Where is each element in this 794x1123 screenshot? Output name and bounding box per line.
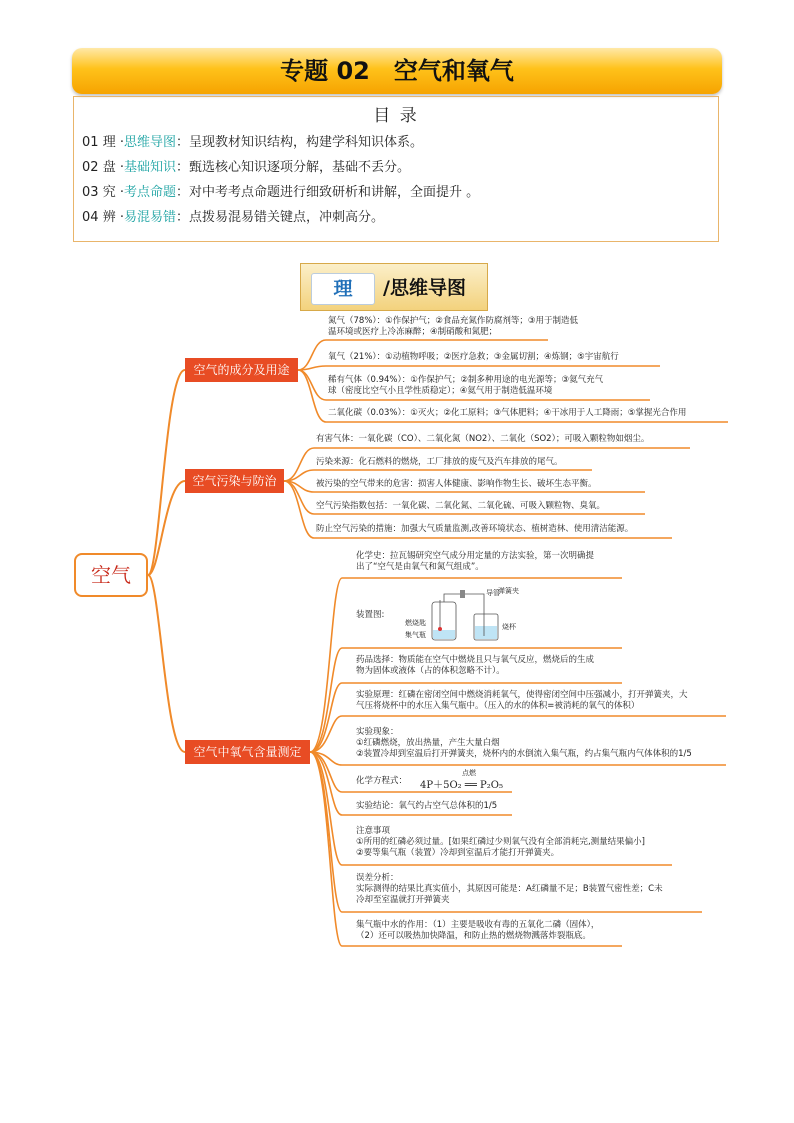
branch-pollution: 空气污染与防治: [185, 469, 284, 493]
leaf-reagent: 药品选择：物质能在空气中燃烧且只与氧气反应，燃烧后的生成 物为固体或液体（占的体积忽略不计）。: [356, 655, 595, 676]
mindmap-root: 空气: [74, 553, 148, 597]
chemical-equation: [420, 769, 504, 791]
bottle-water: [433, 630, 455, 639]
toc-prefix: 辨 ·: [102, 210, 124, 225]
label-spoon: 燃烧匙: [405, 619, 426, 627]
toc-keyword: 考点命题: [123, 185, 176, 200]
toc-prefix: 究 ·: [102, 185, 124, 200]
equation-text: 4P＋5O₂ ══ P₂O₅: [420, 780, 504, 791]
toc-desc: ：呈现教材知识结构，构建学科知识体系。: [175, 135, 423, 150]
toc-keyword: 思维导图: [123, 135, 176, 150]
leaf-apparatus: 装置图:: [356, 610, 385, 620]
red-phosphorus: [438, 627, 442, 631]
toc-keyword: 易混易错: [123, 210, 176, 225]
toc-desc: ：点拨易混易错关键点，冲刺高分。: [175, 210, 384, 225]
label-clamp: 弹簧夹: [498, 587, 519, 595]
leaf-precautions: 注意事项 ①所用的红磷必须过量。[如果红磷过少则氧气没有全部消耗完,测量结果偏小] ②要等集气瓶（装置）冷却到室温后才能打开弹簧夹。: [356, 826, 645, 858]
toc-prefix: 盘 ·: [102, 160, 124, 175]
label-bottle: 集气瓶: [405, 631, 426, 639]
section-tab: 理: [311, 273, 375, 305]
toc-num: 03: [82, 185, 99, 200]
beaker-water: [475, 626, 497, 639]
equation-condition: 点燃: [462, 769, 476, 777]
toc-desc: ：甄选核心知识逐项分解，基础不丢分。: [175, 160, 410, 175]
leaf-pollution-harm: 被污染的空气带来的危害：损害人体健康、影响作物生长、破坏生态平衡。: [316, 479, 597, 489]
section-label: /思维导图: [383, 277, 466, 299]
toc-keyword: 基础知识: [123, 160, 176, 175]
leaf-phenomenon: 实验现象： ①红磷燃烧，放出热量，产生大量白烟 ②装置冷却到室温后打开弹簧夹，烧杯内的水倒流入集气瓶，约占集气瓶内气体体积的1/5: [356, 727, 692, 759]
leaf-prevention: 防止空气污染的措施：加强大气质量监测,改善环境状态、植树造林、使用清洁能源。: [316, 524, 634, 534]
leaf-history: 化学史：拉瓦锡研究空气成分用定量的方法实验，第一次明确提 出了“空气是由氧气和氮气组成”。: [356, 551, 595, 572]
leaf-harmful-gas: 有害气体：一氧化碳（CO）、二氧化氮（NO2）、二氧化（SO2）；可吸入颗粒物如烟尘。: [316, 434, 650, 444]
toc-num: 04: [82, 210, 99, 225]
spring-clamp-shape: [460, 590, 465, 598]
leaf-water-role: 集气瓶中水的作用：（1）主要是吸收有毒的五氧化二磷（固体）， （2）还可以吸热加快降温，和防止热的燃烧物溅落炸裂瓶底。: [356, 920, 600, 941]
toc-desc: ：对中考考点命题进行细致研析和讲解，全面提升 。: [175, 185, 480, 200]
toc-num: 01: [82, 135, 99, 150]
toc-prefix: 理 ·: [102, 135, 124, 150]
label-beaker: 烧杯: [502, 623, 516, 631]
toc-title: 目 录: [373, 106, 419, 126]
leaf-error-analysis: 误差分析： 实际测得的结果比真实值小，其原因可能是：A红磷量不足；B装置气密性差；C未 冷却至室温就打开弹簧夹: [356, 873, 663, 905]
leaf-noble-gas: 稀有气体（0.94%）：①作保护气；②制多种用途的电光源等；③氦气充气 球（密度比空气小且学性质稳定）；④氦气用于制造低温环境: [328, 375, 604, 396]
page-title: 专题 02 空气和氧气: [280, 57, 514, 85]
leaf-pollution-index: 空气污染指数包括：一氧化碳、二氧化氮、二氧化硫、可吸入颗粒物、臭氧。: [316, 501, 606, 511]
toc-num: 02: [82, 160, 99, 175]
leaf-nitrogen: 氮气（78%）：①作保护气；②食品充氮作防腐剂等；③用于制造低 温环境或医疗上冷冻麻醉；④制硝酸和氮肥；: [328, 316, 579, 337]
leaf-pollution-source: 污染来源：化石燃料的燃烧，工厂排放的废气及汽车排放的尾气。: [316, 457, 563, 467]
mindmap-connectors: [148, 370, 185, 752]
label-tube: 导管: [486, 589, 500, 597]
branch-composition: 空气的成分及用途: [185, 358, 298, 382]
leaf-principle: 实验原理：红磷在密闭空间中燃烧消耗氧气，使得密闭空间中压强减小，打开弹簧夹，大 气压将烧杯中的水压入集气瓶中。（压入的水的体积=被消耗的氧气的体积）: [356, 690, 688, 711]
leaf-oxygen: 氧气（21%）：①动植物呼吸；②医疗急救；③金属切割；④炼钢；⑤宇宙航行: [328, 352, 619, 362]
leaf-equation-label: 化学方程式：: [356, 776, 408, 786]
branch-oxygen-measurement: 空气中氧气含量测定: [185, 740, 310, 764]
leaf-conclusion: 实验结论：氧气约占空气总体积的1/5: [356, 801, 498, 811]
leaf-co2: 二氧化碳（0.03%）：①灭火；②化工原料；③气体肥料；④干冰用于人工降雨；⑤掌握光合作用: [328, 408, 687, 418]
